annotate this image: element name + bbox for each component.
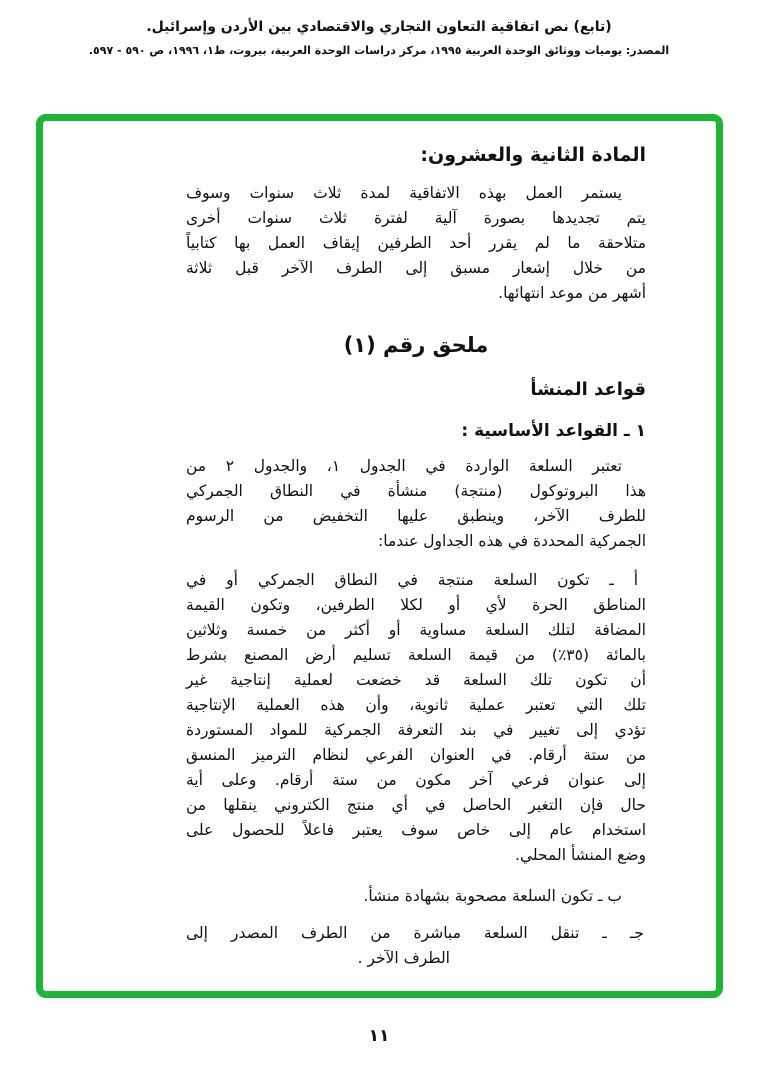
text-line: هذا البروتوكول (منتجة) منشأة في النطاق الجمركي <box>186 482 646 500</box>
text-line: تلك التي تعتبر عملية ثانوية، وأن هذه العملية الإنتاجية <box>186 696 646 714</box>
text-line: حال فإن التغير الحاصل في أي منتج الكتروني ينقلها من <box>186 796 646 814</box>
annex-subheading: قواعد المنشأ <box>530 379 646 400</box>
content-frame <box>36 114 723 998</box>
article-paragraph <box>186 181 646 306</box>
text-line: المضافة لتلك السلعة مساوية أو أكثر من خمسة وثلاثين <box>186 621 646 639</box>
annex-heading: ملحق رقم (١) <box>343 333 489 357</box>
text-line: المناطق الحرة لأي أو لكلا الطرفين، وتكون القيمة <box>186 596 646 614</box>
text-line: من خلال إشعار مسبق إلى الطرف الآخر قبل ثلاثة <box>186 259 646 277</box>
text-line: ب ـ تكون السلعة مصحوبة بشهادة منشأ. <box>363 887 622 905</box>
article-heading: المادة الثانية والعشرون: <box>420 144 646 166</box>
text-line: يستمر العمل بهذه الاتفاقية لمدة ثلاث سنوات وسوف <box>186 184 622 202</box>
text-line: تعتبر السلعة الواردة في الجدول ١، والجدول ٢ من <box>186 457 622 475</box>
text-line: أن تكون تلك السلعة قد خضعت لعملية إنتاجية غير <box>186 671 646 689</box>
text-line: إلى عنوان فرعي آخر مكون من ستة أرقام. وعلى أية <box>186 771 646 789</box>
header-title: (تابع) نص اتفاقية التعاون التجاري والاقتصادي بين الأردن وإسرائيل. <box>146 19 612 35</box>
text-line: من ستة أرقام. في العنوان الفرعي لنظام الترميز المنسق <box>186 746 646 764</box>
text-line: أ ـ تكون السلعة منتجة في النطاق الجمركي أو في <box>186 571 638 589</box>
item-b-paragraph <box>186 884 646 909</box>
text-line: بالمائة (٣٥٪) من قيمة السلعة تسليم أرض المصنع بشرط <box>186 646 646 664</box>
page-number: ١١ <box>368 1026 390 1046</box>
text-line: متلاحقة ما لم يقرر أحد الطرفين إيقاف العمل بها كتابياً <box>186 234 646 252</box>
text-line: جـ ـ تنقل السلعة مباشرة من الطرف المصدر إلى <box>186 924 644 942</box>
text-line: للطرف الآخر، وينطبق عليها التخفيض من الرسوم <box>186 507 646 525</box>
page-footer <box>0 1026 758 1046</box>
section-heading: ١ ـ القواعد الأساسية : <box>461 421 646 441</box>
item-a-paragraph <box>186 568 646 868</box>
text-line: وضع المنشأ المحلي. <box>515 846 646 864</box>
text-line: الطرف الآخر . <box>357 949 450 967</box>
text-line: يتم تجديدها بصورة آلية لفترة ثلاث سنوات أخرى <box>186 209 646 227</box>
text-line: استخدام عام إلى خاص سوف يعتبر فاعلاً للحصول على <box>186 821 646 839</box>
intro-paragraph <box>186 454 646 554</box>
page-header <box>0 0 758 58</box>
text-line: تؤدي إلى تغيير في بند التعرفة الجمركية للمواد المستوردة <box>186 721 646 739</box>
text-line: أشهر من موعد انتهائها. <box>498 284 646 302</box>
header-source-line: المصدر: يوميات ووثائق الوحدة العربية ١٩٩٥، مركز دراسات الوحدة العربية، بيروت، ط١، ١٩٩٦، ص ٥٩٠ - ٥٩٧. <box>88 44 670 57</box>
text-line: الجمركية المحددة في هذه الجداول عندما: <box>378 532 646 550</box>
item-c-paragraph <box>186 921 646 971</box>
